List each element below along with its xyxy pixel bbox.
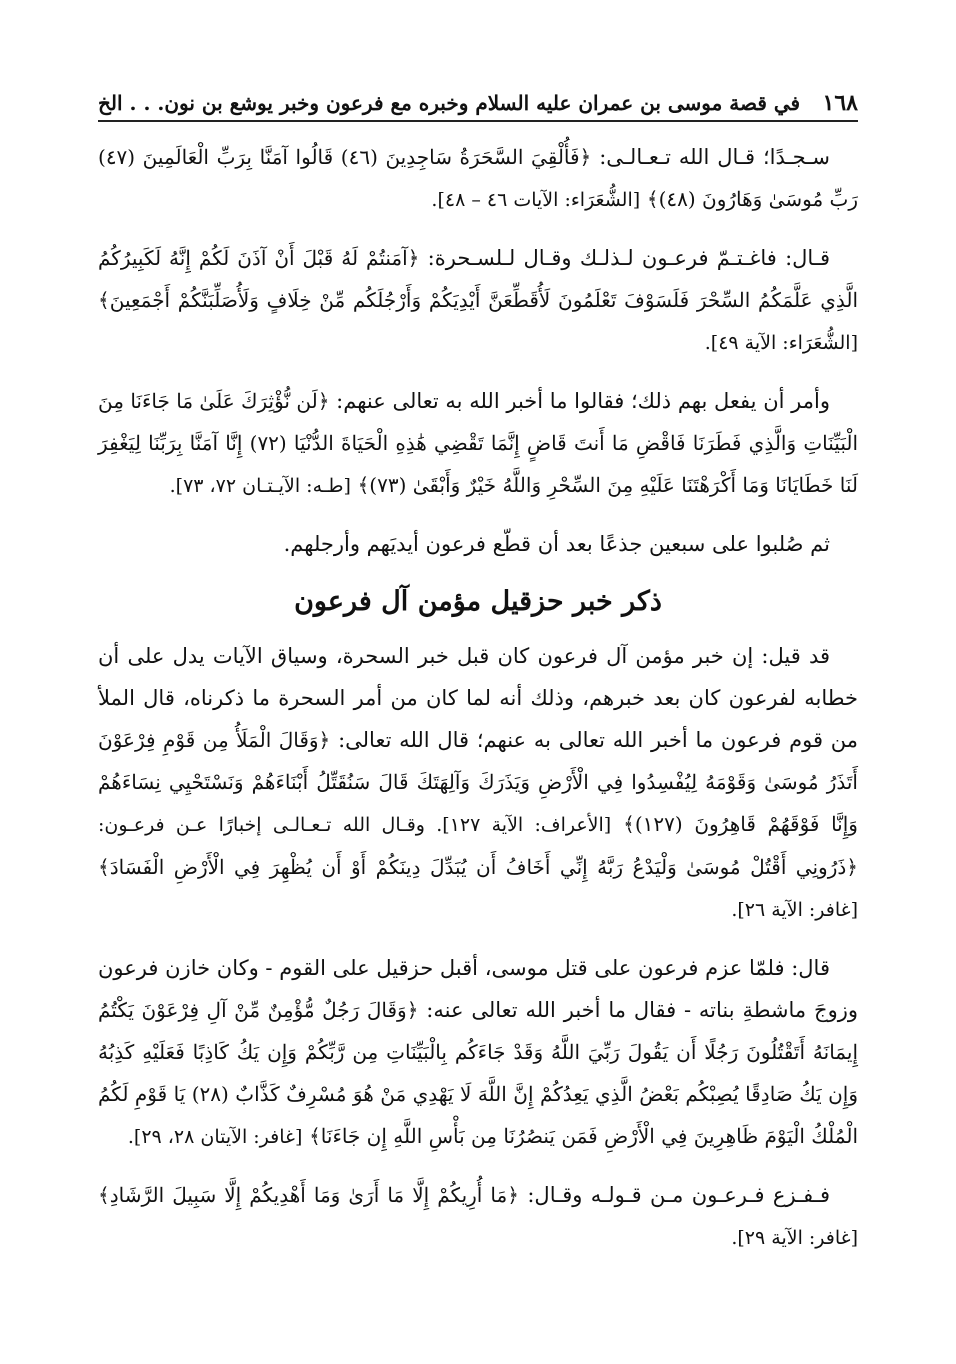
quran-quote: ﴿فَأُلْقِيَ السَّحَرَةُ سَاجِدِينَ (٤٦) قَالُوا آمَنَّا بِرَبِّ الْعَالَمِينَ (٤٧) رَبِّ مُوسَىٰ وَهَارُونَ (٤٨)﴾ — [98, 145, 858, 211]
paragraph-text: قال: فلمّا عزم فرعون على قتل موسى، أقبل حزقيل على القوم - وكان خازن فرعون وزوجَ ماشطةِ بناته - فقال ما أخبر الله تعالى عنه: — [98, 956, 858, 1022]
page-header — [98, 86, 858, 122]
paragraph — [98, 947, 858, 1158]
paragraph — [98, 237, 858, 364]
paragraph — [98, 523, 858, 565]
section-title: ذكر خبر حزقيل مؤمن آل فرعون — [294, 586, 662, 617]
paragraph-text: قـال: فاغـتـمّ فرعـون لـذلـك وقـال لـلسـحرة: — [427, 246, 830, 270]
quran-quote: ﴿لَن نُّؤْثِرَكَ عَلَىٰ مَا جَاءَنَا مِنَ الْبَيِّنَاتِ وَالَّذِي فَطَرَنَا فَاقْضِ مَا أَنتَ قَاضٍ إِنَّمَا تَقْضِي هَٰذِهِ الْحَيَاةَ الدُّنْيَا (٧٢) إِنَّا آمَنَّا بِرَبِّنَا لِيَغْفِرَ لَنَا خَطَايَانَا وَمَا أَكْرَهْتَنَا عَلَيْهِ مِنَ السِّحْرِ وَاللَّهُ خَيْرٌ وَأَبْقَىٰ (٧٣)﴾ — [98, 389, 858, 497]
verse-reference: [الشُّعَرَاء: الآيات ٤٦ – ٤٨]. — [431, 189, 641, 211]
verse-reference: [غافر: الآية ٢٩]. — [731, 1227, 858, 1249]
page-body — [98, 136, 858, 1275]
page-number: ١٦٨ — [822, 90, 858, 116]
paragraph-text: فـفـزع فـرعـون مـن قـولـه وقـال: — [527, 1183, 830, 1207]
paragraph — [98, 1174, 858, 1259]
verse-reference: [غافر: الآيتان ٢٨، ٢٩]. — [127, 1126, 303, 1148]
running-title: في قصة موسى بن عمران عليه السلام وخبره مع فرعون وخبر يوشع بن نون. . . الخ — [98, 91, 801, 115]
quran-quote: ﴿آمَنتُمْ لَهُ قَبْلَ أَنْ آذَنَ لَكُمْ إِنَّهُ لَكَبِيرُكُمُ الَّذِي عَلَّمَكُمُ السِّحْرَ فَلَسَوْفَ تَعْلَمُونَ لَأُقَطِّعَنَّ أَيْدِيَكُمْ وَأَرْجُلَكُم مِّنْ خِلَافٍ وَلَأُصَلِّبَنَّكُمْ أَجْمَعِينَ﴾ — [98, 246, 858, 312]
verse-reference: [طـه: الآيـتـان ٧٢، ٧٣]. — [169, 475, 351, 497]
quran-quote: ﴿وَقَالَ رَجُلٌ مُّؤْمِنٌ مِّنْ آلِ فِرْعَوْنَ يَكْتُمُ إِيمَانَهُ أَتَقْتُلُونَ رَجُلًا أَن يَقُولَ رَبِّيَ اللَّهُ وَقَدْ جَاءَكُم بِالْبَيِّنَاتِ مِن رَّبِّكُمْ وَإِن يَكُ كَاذِبًا فَعَلَيْهِ كَذِبُهُ وَإِن يَكُ صَادِقًا يُصِبْكُم بَعْضُ الَّذِي يَعِدُكُمْ إِنَّ اللَّهَ لَا يَهْدِي مَنْ هُوَ مُسْرِفٌ كَذَّابٌ (٢٨) يَا قَوْمِ لَكُمُ الْمُلْكُ الْيَوْمَ ظَاهِرِينَ فِي الْأَرْضِ فَمَن يَنصُرُنَا مِن بَأْسِ اللَّهِ إِن جَاءَنَا﴾ — [98, 998, 858, 1148]
paragraph — [98, 380, 858, 507]
paragraph — [98, 136, 858, 221]
quran-quote: ﴿ذَرُونِي أَقْتُلْ مُوسَىٰ وَلْيَدْعُ رَبَّهُ إِنِّي أَخَافُ أَن يُبَدِّلَ دِينَكُمْ أَوْ أَن يُظْهِرَ فِي الْأَرْضِ الْفَسَادَ﴾ — [98, 855, 858, 879]
quran-quote: ﴿وَقَالَ الْمَلَأُ مِن قَوْمِ فِرْعَوْنَ أَتَذَرُ مُوسَىٰ وَقَوْمَهُ لِيُفْسِدُوا فِي الْأَرْضِ وَيَذَرَكَ وَآلِهَتَكَ قَالَ سَنُقَتِّلُ أَبْنَاءَهُمْ وَنَسْتَحْيِي نِسَاءَهُمْ وَإِنَّا فَوْقَهُمْ قَاهِرُونَ (١٢٧)﴾ — [98, 728, 858, 836]
quran-quote: ﴿مَا أُرِيكُمْ إِلَّا مَا أَرَىٰ وَمَا أَهْدِيكُمْ إِلَّا سَبِيلَ الرَّشَادِ﴾ — [98, 1183, 519, 1207]
paragraph — [98, 635, 858, 931]
verse-reference: [الأعراف: الآية ١٢٧]. وقـال الله تـعـالـى إخبارًا عـن فرعـون: — [98, 814, 612, 836]
verse-reference: [الشُّعَرَاء: الآية ٤٩]. — [704, 332, 858, 354]
paragraph-text: وأمر أن يفعل بهم ذلك؛ فقالوا ما أخبر الله به تعالى عنهم: — [336, 389, 830, 413]
paragraph-text: ثم صُلبوا على سبعين جذعًا بعد أن قطّع فرعون أيديَهم وأرجلهم. — [283, 532, 830, 556]
paragraph-text: قد قيل: إن خبر مؤمن آل فرعون كان قبل خبر السحرة، وسياق الآيات يدل على أن خطابه لفرعون كان بعد خبرهم، وذلك أنه لما كان من أمر السحرة ما ذكرناه، قال الملأ من قوم فرعون ما أخبر الله تعالى به عنهم؛ قال الله تعالى: — [98, 644, 858, 752]
verse-reference: [غافر: الآية ٢٦]. — [731, 899, 858, 921]
paragraph-text: سـجـدًا؛ قـال الله تـعـالـى: — [599, 145, 830, 169]
